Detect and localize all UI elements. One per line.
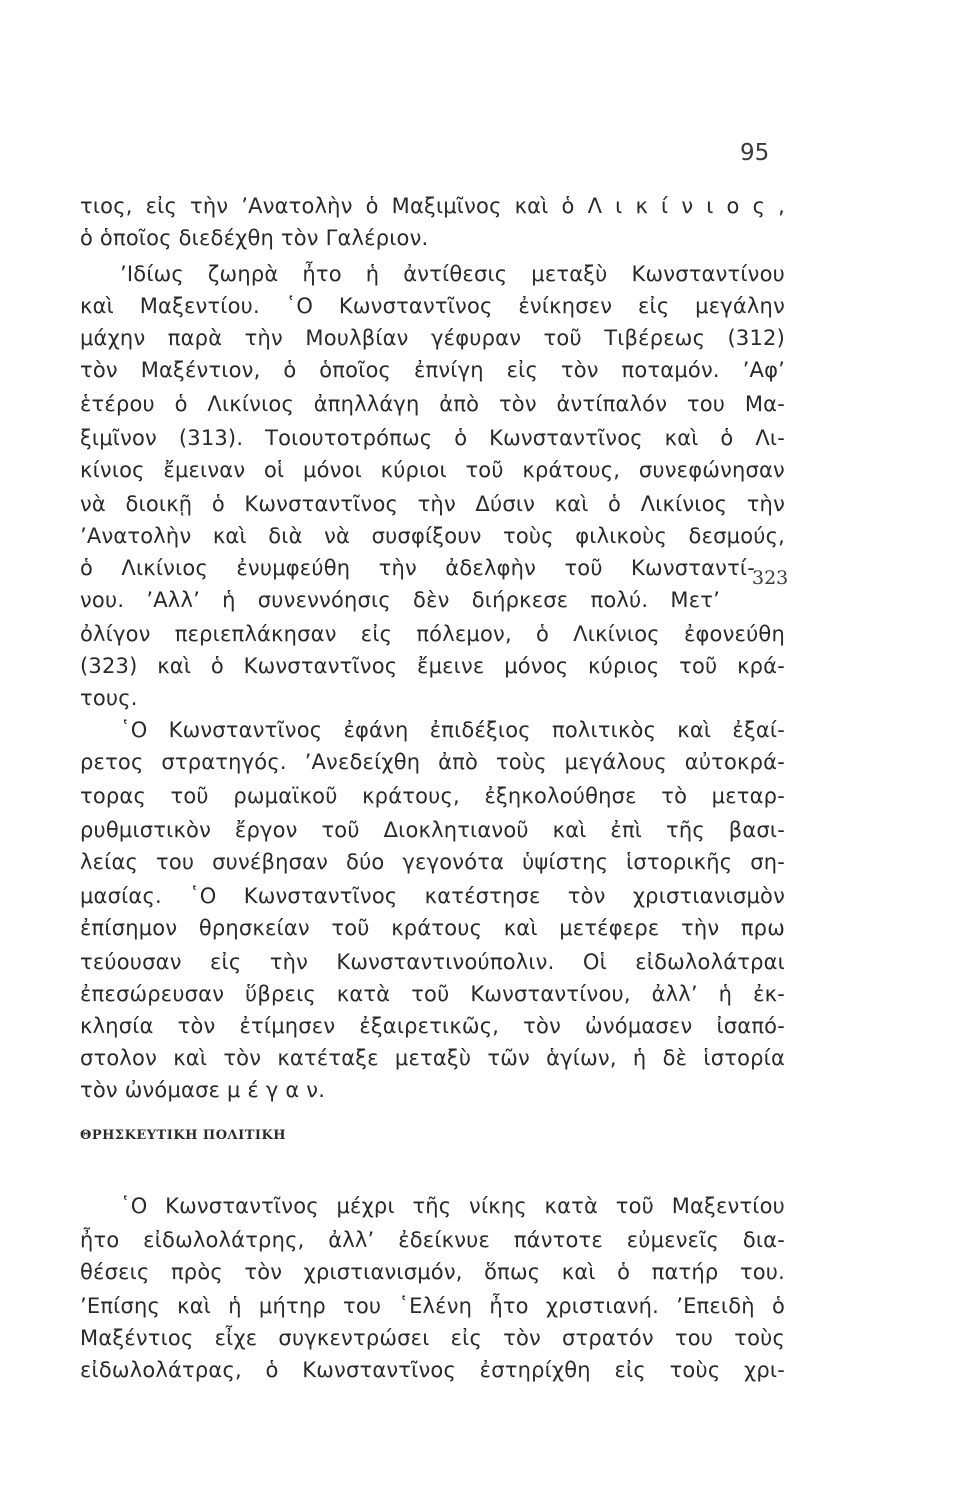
text-line: ῾Ο Κωνσταντῖνος ἐφάνη ἐπιδέξιος πολιτικὸς καὶ ἐξαί- — [120, 718, 785, 742]
text-line: μάχην παρὰ τὴν Μουλβίαν γέφυραν τοῦ Τιβέρεως (312) — [80, 326, 785, 350]
text-line: Μαξέντιος εἶχε συγκεντρώσει εἰς τὸν στρατόν του τοὺς — [80, 1326, 785, 1350]
text-line: ἐπίσημον θρησκείαν τοῦ κράτους καὶ μετέφερε τὴν πρω — [80, 916, 785, 940]
text-line: ῾Ο Κωνσταντῖνος μέχρι τῆς νίκης κατὰ τοῦ Μαξεντίου — [120, 1194, 785, 1218]
text-line: ὁ ὁποῖος διεδέχθη τὸν Γαλέριον. — [80, 226, 429, 250]
text-line: τὸν Μαξέντιον, ὁ ὁποῖος ἐπνίγη εἰς τὸν ποταμόν. ’Αφ’ — [80, 358, 785, 382]
text-line: ἐπεσώρευσαν ὕβρεις κατὰ τοῦ Κωνσταντίνου, ἀλλ’ ἡ ἐκ- — [80, 982, 785, 1006]
text-line: ’Ιδίως ζωηρὰ ἦτο ἡ ἀντίθεσις μεταξὺ Κωνσταντίνου — [120, 262, 785, 286]
text-line: τεύουσαν εἰς τὴν Κωνσταντινούπολιν. Οἱ εἰδωλολάτραι — [80, 950, 785, 974]
text-line: τορας τοῦ ρωμαϊκοῦ κράτους, ἐξηκολούθησε τὸ μεταρ- — [80, 784, 785, 808]
text-line: μασίας. ῾Ο Κωνσταντῖνος κατέστησε τὸν χριστιανισμὸν — [80, 884, 785, 908]
text-line: τὸν ὠνόμασε μ έ γ α ν. — [80, 1078, 326, 1102]
text-line: ὁ Λικίνιος ἐνυμφεύθη τὴν ἀδελφὴν τοῦ Κωνσταντί- — [80, 556, 755, 580]
text-line: τιος, εἰς τὴν ’Ανατολὴν ὁ Μαξιμῖνος καὶ ὁ Λ ι κ ί ν ι ο ς , — [80, 194, 785, 218]
text-line: κίνιος ἔμειναν οἱ μόνοι κύριοι τοῦ κράτους, συνεφώνησαν — [80, 458, 785, 482]
section-heading: ΘΡΗΣΚΕΥΤΙΚΗ ΠΟΛΙΤΙΚΗ — [80, 1128, 287, 1143]
text-line: νὰ διοικῇ ὁ Κωνσταντῖνος τὴν Δύσιν καὶ ὁ Λικίνιος τὴν — [80, 492, 785, 516]
text-line: (323) καὶ ὁ Κωνσταντῖνος ἔμεινε μόνος κύριος τοῦ κρά- — [80, 654, 785, 678]
text-line: ’Ανατολὴν καὶ διὰ νὰ συσφίξουν τοὺς φιλικοὺς δεσμούς, — [80, 524, 785, 548]
text-line: ρυθμιστικὸν ἔργον τοῦ Διοκλητιανοῦ καὶ ἐπὶ τῆς βασι- — [80, 818, 785, 842]
text-line: κλησία τὸν ἐτίμησεν ἐξαιρετικῶς, τὸν ὠνόμασεν ἰσαπό- — [80, 1014, 785, 1038]
text-line: καὶ Μαξεντίου. ῾Ο Κωνσταντῖνος ἐνίκησεν εἰς μεγάλην — [80, 294, 785, 318]
text-line: εἰδωλολάτρας, ὁ Κωνσταντῖνος ἐστηρίχθη εἰς τοὺς χρι- — [80, 1358, 785, 1382]
text-line: τους. — [80, 686, 138, 710]
margin-year-note: 323 — [752, 567, 789, 589]
text-line: νου. ’Αλλ’ ἡ συνεννόησις δὲν διήρκεσε πολύ. Μετ’ — [80, 588, 720, 612]
text-line: λείας του συνέβησαν δύο γεγονότα ὑψίστης ἱστορικῆς ση- — [80, 850, 785, 874]
text-line: θέσεις πρὸς τὸν χριστιανισμόν, ὅπως καὶ ὁ πατήρ του. — [80, 1260, 785, 1284]
text-line: στολον καὶ τὸν κατέταξε μεταξὺ τῶν ἁγίων, ἡ δὲ ἱστορία — [80, 1046, 785, 1070]
text-line: ὀλίγον περιεπλάκησαν εἰς πόλεμον, ὁ Λικίνιος ἐφονεύθη — [80, 622, 785, 646]
text-line: ρετος στρατηγός. ’Ανεδείχθη ἀπὸ τοὺς μεγάλους αὐτοκρά- — [80, 750, 785, 774]
page-number: 95 — [740, 140, 770, 166]
text-line: ἦτο εἰδωλολάτρης, ἀλλ’ ἐδείκνυε πάντοτε εὐμενεῖς δια- — [80, 1228, 785, 1252]
text-line: ξιμῖνον (313). Τοιουτοτρόπως ὁ Κωνσταντῖνος καὶ ὁ Λι- — [80, 426, 785, 450]
text-line: ἑτέρου ὁ Λικίνιος ἀπηλλάγη ἀπὸ τὸν ἀντίπαλόν του Μα- — [80, 392, 785, 416]
text-line: ’Επίσης καὶ ἡ μήτηρ του ῾Ελένη ἦτο χριστιανή. ’Επειδὴ ὁ — [80, 1294, 785, 1318]
